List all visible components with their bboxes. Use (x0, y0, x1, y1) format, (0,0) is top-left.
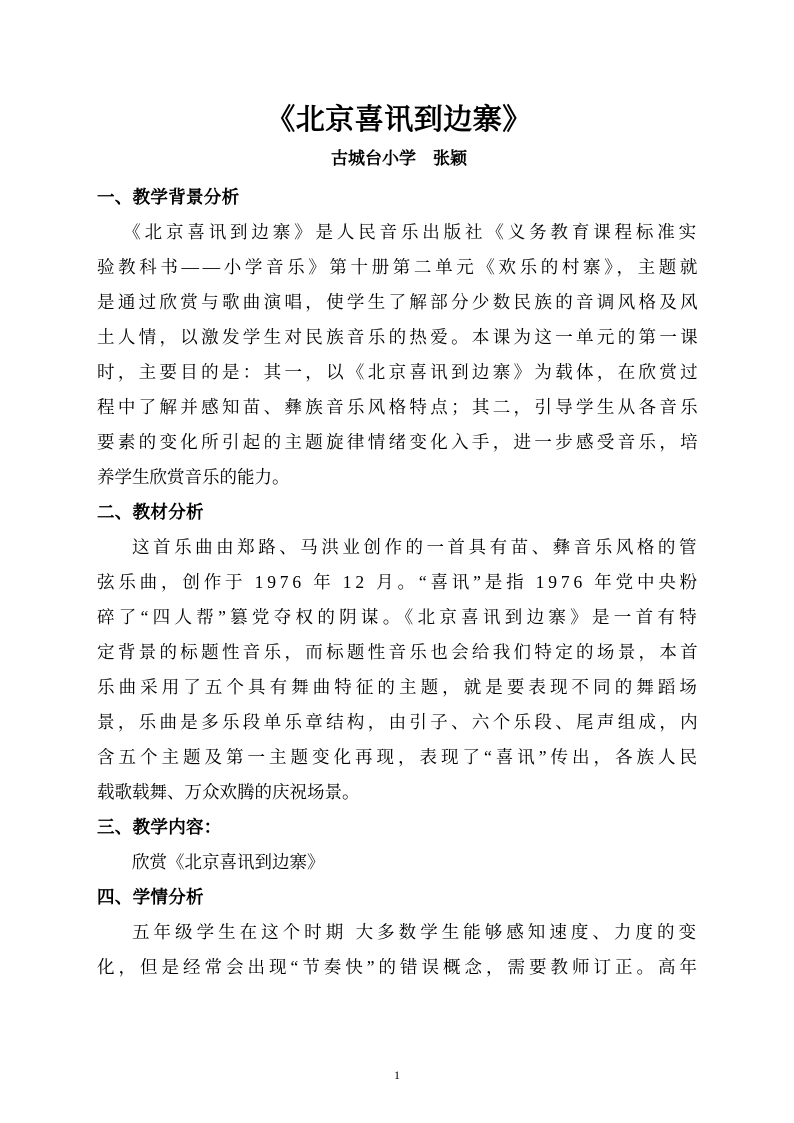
paragraph-line: 土人情，以激发学生对民族音乐的热爱。本课为这一单元的第一课 (97, 327, 702, 347)
paragraph-line: 要素的变化所引起的主题旋律情绪变化入手，进一步感受音乐，培 (97, 432, 702, 452)
paragraph-line: 含五个主题及第一主题变化再现，表现了“喜讯”传出，各族人民 (97, 747, 701, 767)
paragraph-line: 载歌载舞、万众欢腾的庆祝场景。 (97, 782, 360, 802)
paragraph-line: 验教科书——小学音乐》第十册第二单元《欢乐的村寨》，主题就 (97, 257, 701, 277)
paragraph-line: 景，乐曲是多乐段单乐章结构，由引子、六个乐段、尾声组成，内 (97, 712, 702, 732)
section-heading-2: 二、教材分析 (97, 502, 204, 522)
section-heading-1: 一、教学背景分析 (97, 187, 240, 207)
paragraph-line: 程中了解并感知苗、彝族音乐风格特点；其二，引导学生从各音乐 (97, 397, 702, 417)
document-body (97, 100, 701, 985)
paragraph-line: 欣赏《北京喜讯到边寨》 (132, 852, 325, 872)
paragraph-line: 五年级学生在这个时期 大多数学生能够感知速度、力度的变 (132, 922, 700, 942)
section-heading-4: 四、学情分析 (97, 887, 204, 907)
page-number: 1 (394, 1068, 400, 1082)
paragraph-line: 养学生欣赏音乐的能力。 (97, 467, 290, 487)
paragraph-line: 碎了“四人帮”篡党夺权的阴谋。《北京喜讯到边寨》是一首有特 (97, 607, 701, 627)
paragraph-line: 《北京喜讯到边寨》是人民音乐出版社《义务教育课程标准实 (132, 222, 700, 242)
paragraph-line: 乐曲采用了五个具有舞曲特征的主题，就是要表现不同的舞蹈场 (97, 677, 701, 697)
section-heading-3: 三、教学内容： (97, 817, 222, 837)
byline: 古城台小学 张颖 (331, 149, 467, 168)
paragraph-line: 是通过欣赏与歌曲演唱，使学生了解部分少数民族的音调风格及风 (97, 292, 702, 312)
paragraph-line: 这首乐曲由郑路、马洪业创作的一首具有苗、彝音乐风格的管 (132, 537, 700, 557)
paragraph-line: 弦乐曲，创作于 1976 年 12 月。“喜讯”是指 1976 年党中央粉 (97, 572, 701, 592)
page-title: 《北京喜讯到边寨》 (266, 104, 532, 136)
paragraph-line: 化，但是经常会出现“节奏快”的错误概念，需要教师订正。高年 (97, 957, 701, 977)
paragraph-line: 时，主要目的是：其一，以《北京喜讯到边寨》为载体，在欣赏过 (97, 362, 702, 382)
paragraph-line: 定背景的标题性音乐，而标题性音乐也会给我们特定的场景，本首 (97, 642, 702, 662)
